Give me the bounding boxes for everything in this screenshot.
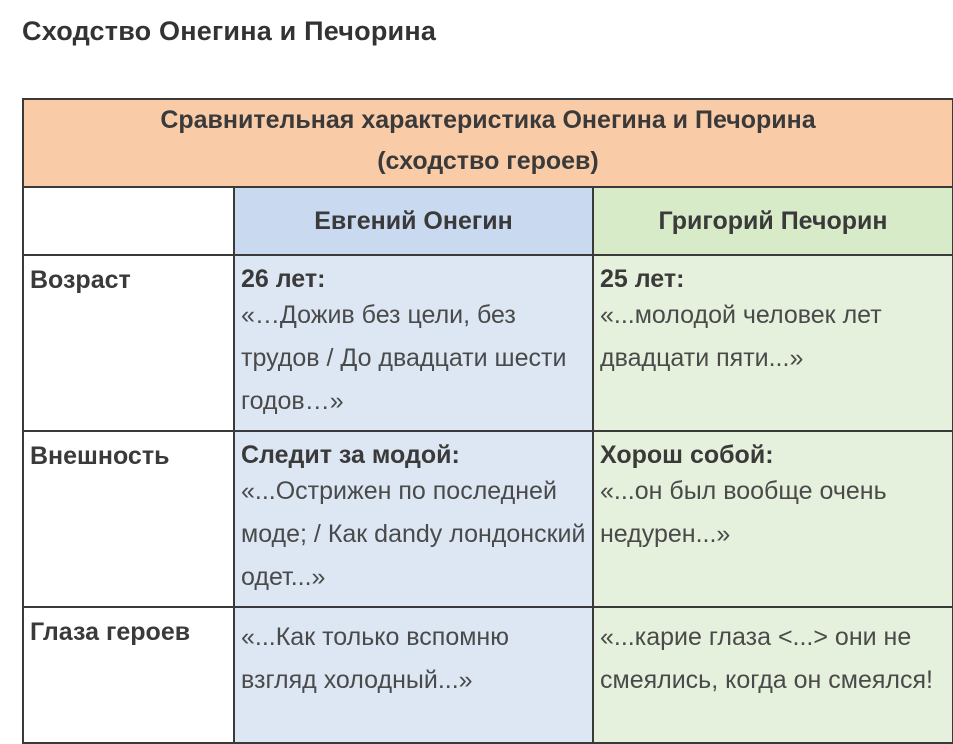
row-label-eyes: Глаза героев <box>23 607 234 743</box>
table-row <box>23 607 953 743</box>
header-corner-cell <box>23 187 234 255</box>
cell-quote: «...Острижен по последней моде; / Как dandy лондонский одет...» <box>241 477 586 591</box>
header-onegin: Евгений Онегин <box>234 187 593 255</box>
comparison-table-container <box>22 98 952 744</box>
table-caption-row <box>23 99 953 187</box>
table-caption-title: Сравнительная характеристика Онегина и Печорина <box>160 106 816 134</box>
cell-heading: 26 лет: <box>241 265 326 293</box>
cell-heading: 25 лет: <box>600 265 685 293</box>
cell-pechorin-age <box>593 255 953 431</box>
header-pechorin: Григорий Печорин <box>593 187 953 255</box>
table-row <box>23 255 953 431</box>
row-label-age: Возраст <box>23 255 234 431</box>
cell-onegin-age <box>234 255 593 431</box>
cell-pechorin-appearance <box>593 431 953 607</box>
cell-onegin-eyes <box>234 607 593 743</box>
cell-quote: «...карие глаза <...> они не смеялись, когда он смеялся! <box>600 623 934 694</box>
comparison-table <box>22 98 953 744</box>
cell-quote: «…Дожив без цели, без трудов / До двадцати шести годов…» <box>241 301 567 415</box>
table-header-row <box>23 187 953 255</box>
cell-quote: «...Как только вспомню взгляд холодный...» <box>241 623 509 694</box>
row-label-appearance: Внешность <box>23 431 234 607</box>
cell-pechorin-eyes <box>593 607 953 743</box>
table-caption-subtitle: (сходство героев) <box>377 147 599 175</box>
cell-onegin-appearance <box>234 431 593 607</box>
cell-heading: Следит за модой: <box>241 441 460 469</box>
table-caption <box>23 99 953 187</box>
page-title: Сходство Онегина и Печорина <box>22 16 437 46</box>
table-row <box>23 431 953 607</box>
cell-heading: Хорош собой: <box>600 441 774 469</box>
cell-quote: «...молодой человек лет двадцати пяти...» <box>600 301 882 372</box>
cell-quote: «...он был вообще очень недурен...» <box>600 477 887 548</box>
